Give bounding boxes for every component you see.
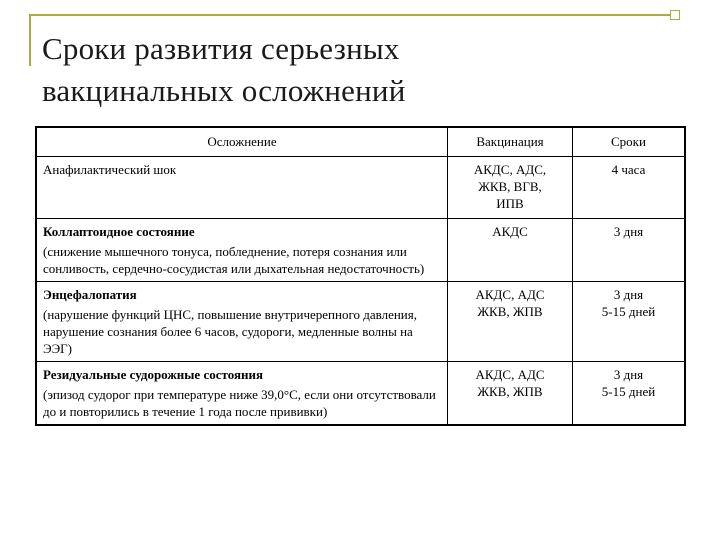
vaccine-line: ИПВ — [496, 196, 524, 211]
table-header-row — [36, 127, 685, 157]
table-row — [36, 282, 685, 362]
page-title — [42, 28, 682, 112]
complication-name: Анафилактический шок — [43, 162, 177, 177]
vaccine-line: ЖКВ, ЖПВ — [477, 384, 543, 399]
complication-cell — [36, 282, 448, 362]
complications-table — [35, 126, 686, 426]
complication-name: Резидуальные судорожные состояния — [43, 367, 264, 382]
term-line: 4 часа — [611, 162, 646, 177]
header-complication: Осложнение — [36, 127, 448, 157]
term-line: 3 дня — [613, 224, 644, 239]
table-row — [36, 157, 685, 219]
table-row — [36, 362, 685, 426]
term-line: 3 дня — [613, 287, 644, 302]
term-line: 3 дня — [613, 367, 644, 382]
complication-description: (нарушение функций ЦНС, повышение внутричерепного давления, нарушение сознания более 6 часов, судороги, медленные волны на ЭЭГ) — [43, 307, 417, 356]
title-line-2: вакцинальных осложнений — [42, 73, 406, 108]
complication-name: Коллаптоидное состояние — [43, 224, 195, 239]
term-line: 5-15 дней — [601, 304, 656, 319]
term-cell — [573, 157, 686, 219]
complication-cell — [36, 362, 448, 426]
complication-description: (снижение мышечного тонуса, побледнение, потеря сознания или сонливость, сердечно-сосудистая или дыхательная недостаточность) — [43, 244, 425, 276]
term-cell — [573, 219, 686, 282]
vaccine-cell — [448, 157, 573, 219]
vaccine-line: АКДС — [492, 224, 528, 239]
term-cell — [573, 362, 686, 426]
header-terms: Сроки — [573, 127, 686, 157]
header-vaccination: Вакцинация — [448, 127, 573, 157]
vaccine-cell — [448, 362, 573, 426]
vaccine-line: АКДС, АДС — [475, 367, 545, 382]
decorative-top-rule — [29, 14, 680, 16]
title-line-1: Сроки развития серьезных — [42, 31, 400, 66]
vaccine-line: АКДС, АДС, — [473, 162, 547, 177]
table-row — [36, 219, 685, 282]
complication-cell — [36, 157, 448, 219]
complication-description: (эпизод судорог при температуре ниже 39,0°С, если они отсутствовали до и повторились в течение 1 года после прививки) — [43, 387, 436, 419]
vaccine-cell — [448, 219, 573, 282]
vaccine-line: ЖКВ, ВГВ, — [478, 179, 542, 194]
vaccine-cell — [448, 282, 573, 362]
decorative-left-rule — [29, 14, 31, 66]
vaccine-line: АКДС, АДС — [475, 287, 545, 302]
term-line: 5-15 дней — [601, 384, 656, 399]
decorative-corner-square — [670, 10, 680, 20]
vaccine-line: ЖКВ, ЖПВ — [477, 304, 543, 319]
complication-cell — [36, 219, 448, 282]
term-cell — [573, 282, 686, 362]
complication-name: Энцефалопатия — [43, 287, 137, 302]
